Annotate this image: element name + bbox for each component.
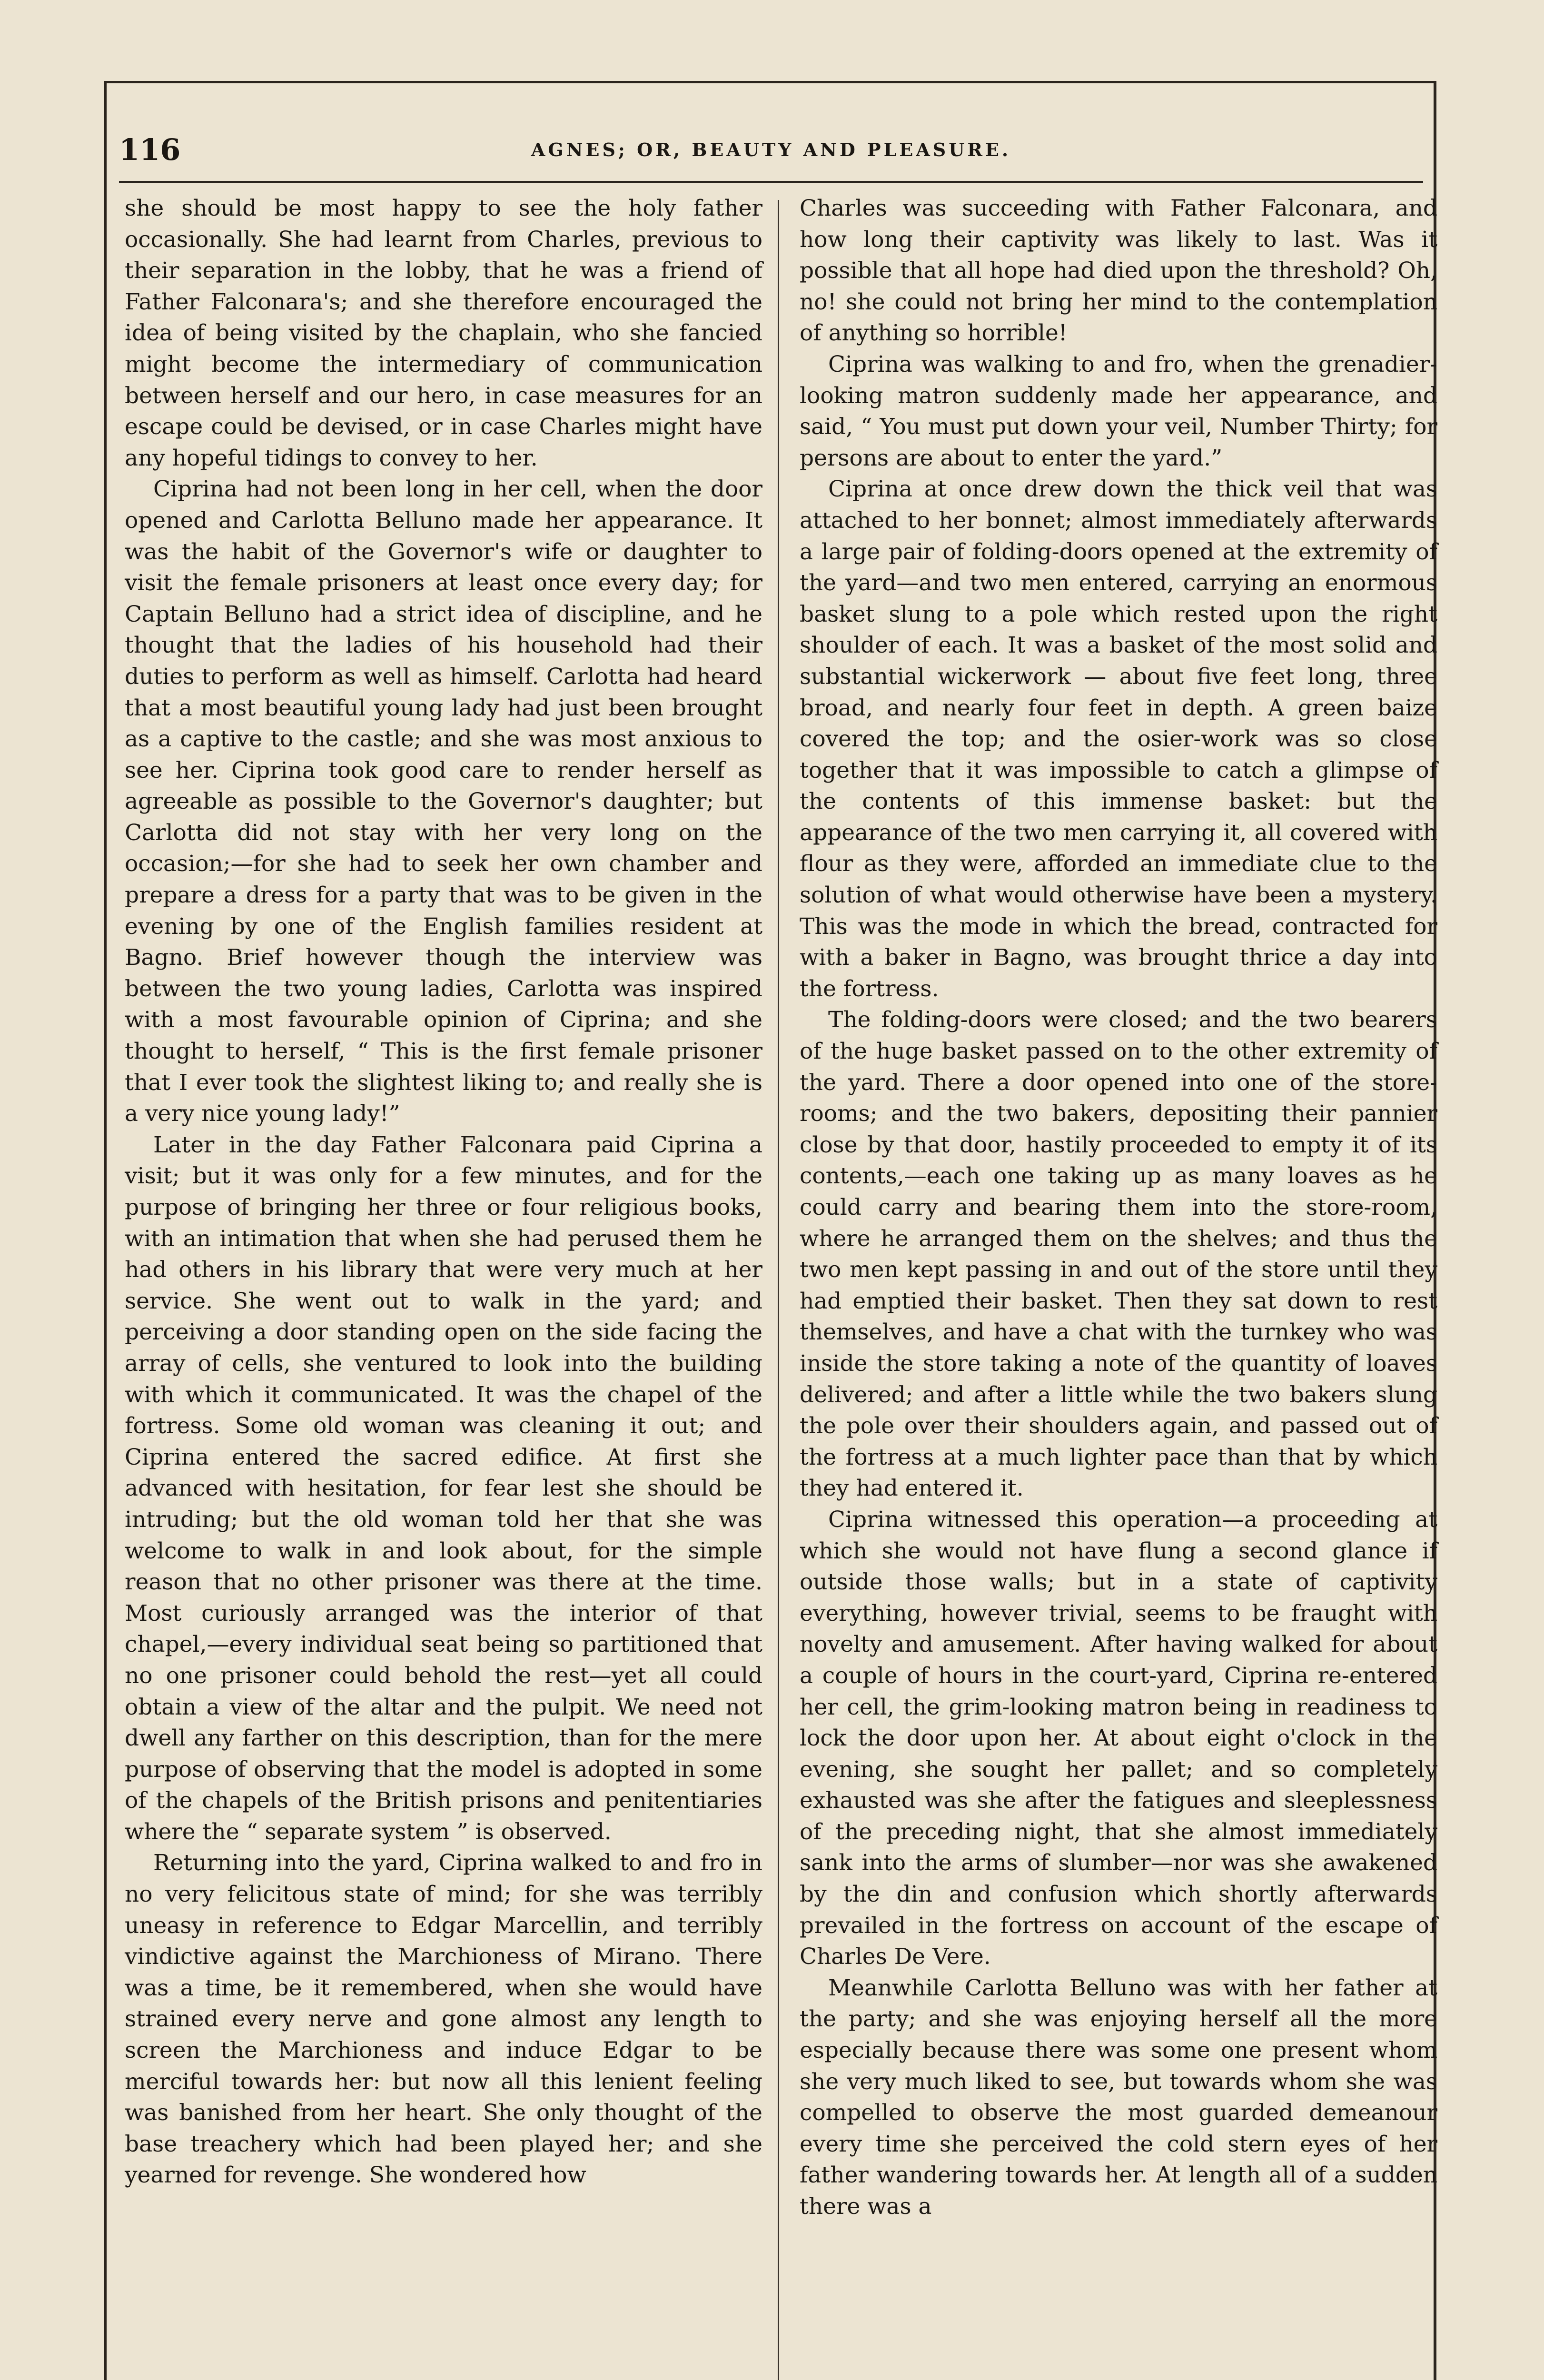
paragraph: Ciprina witnessed this operation—a proceeding at which she would not have flung a second glance if outside those walls; but in a state of captivity everything, however trivial, seems to be fraught with novelty and amusement. After having walked for about a couple of hours in the court-yard, Ciprina re-entered her cell, the grim-looking matron being in readiness to lock the door upon her. At about eight o'clock in the evening, she sought her pallet; and so completely exhausted was she after the fatigues and sleeplessness of the preceding night, that she almost immediately sank into the arms of slumber—nor was she awakened by the din and confusion which shortly afterwards prevailed in the fortress on account of the escape of Charles De Vere. (800, 1506, 1437, 1970)
right-text-column (800, 193, 1437, 2222)
running-title: AGNES; OR, BEAUTY AND PLEASURE. (531, 139, 1011, 160)
left-text-column (125, 193, 762, 2191)
paragraph: she should be most happy to see the holy father occasionally. She had learnt from Charles, previous to their separation in the lobby, that he was a friend of Father Falconara's; and she therefore encouraged the idea of being visited by the chaplain, who she fancied might become the intermediary of communication between herself and our hero, in case measures for an escape could be devised, or in case Charles might have any hopeful tidings to convey to her. (125, 195, 762, 471)
paragraph: Charles was succeeding with Father Falconara, and how long their captivity was likely to last. Was it possible that all hope had died upon the threshold? Oh, no! she could not bring her mind to the contemplation of anything so horrible! (800, 195, 1437, 347)
paragraph: The folding-doors were closed; and the two bearers of the huge basket passed on to the other extremity of the yard. There a door opened into one of the store-rooms; and the two bakers, depositing their pannier close by that door, hastily proceeded to empty it of its contents,—each one taking up as many loaves as he could carry and bearing them into the store-room, where he arranged them on the shelves; and thus the two men kept passing in and out of the store until they had emptied their basket. Then they sat down to rest themselves, and have a chat with the turnkey who was inside the store taking a note of the quantity of loaves delivered; and after a little while the two bakers slung the pole over their shoulders again, and passed out of the fortress at a much lighter pace than that by which they had entered it. (800, 1007, 1437, 1502)
running-head (119, 124, 1423, 176)
page-number: 116 (119, 132, 181, 167)
paragraph: Returning into the yard, Ciprina walked to and fro in no very felicitous state of mind; for she was terribly uneasy in reference to Edgar Marcellin, and terribly vindictive against the Marchioness of Mirano. There was a time, be it remembered, when she would have strained every nerve and gone almost any length to screen the Marchioness and induce Edgar to be merciful towards her: but now all this lenient feeling was banished from her heart. She only thought of the base treachery which had been played her; and she yearned for revenge. She wondered how (125, 1850, 762, 2189)
paragraph: Later in the day Father Falconara paid Ciprina a visit; but it was only for a few minutes, and for the purpose of bringing her three or four religious books, with an intimation that when she had perused them he had others in his library that were very much at her service. She went out to walk in the yard; and perceiving a door standing open on the side facing the array of cells, she ventured to look into the building with which it communicated. It was the chapel of the fortress. Some old woman was cleaning it out; and Ciprina entered the sacred edifice. At first she advanced with hesitation, for fear lest she should be intruding; but the old woman told her that she was welcome to walk in and look about, for the simple reason that no other prisoner was there at the time. Most curiously arranged was the interior of that chapel,—every individual seat being so partitioned that no one prisoner could behold the rest—yet all could obtain a view of the altar and the pulpit. We need not dwell any farther on this description, than for the mere purpose of observing that the model is adopted in some of the chapels of the British prisons and penitentiaries where the “ separate system ” is observed. (125, 1131, 762, 1845)
paragraph: Ciprina was walking to and fro, when the grenadier-looking matron suddenly made her appearance, and said, “ You must put down your veil, Number Thirty; for persons are about to enter the yard.” (800, 351, 1437, 471)
paragraph: Ciprina at once drew down the thick veil that was attached to her bonnet; almost immediately afterwards a large pair of folding-doors opened at the extremity of the yard—and two men entered, carrying an enormous basket slung to a pole which rested upon the right shoulder of each. It was a basket of the most solid and substantial wickerwork — about five feet long, three broad, and nearly four feet in depth. A green baize covered the top; and the osier-work was so close together that it was impossible to catch a glimpse of the contents of this immense basket: but the appearance of the two men carrying it, all covered with flour as they were, afforded an immediate clue to the solution of what would otherwise have been a mystery. This was the mode in which the bread, contracted for with a baker in Bagno, was brought thrice a day into the fortress. (800, 476, 1437, 1002)
paragraph: Ciprina had not been long in her cell, when the door opened and Carlotta Belluno made her appearance. It was the habit of the Governor's wife or daughter to visit the female prisoners at least once every day; for Captain Belluno had a strict idea of discipline, and he thought that the ladies of his household had their duties to perform as well as himself. Carlotta had heard that a most beautiful young lady had just been brought as a captive to the castle; and she was most anxious to see her. Ciprina took good care to render herself as agreeable as possible to the Governor's daughter; but Carlotta did not stay with her very long on the occasion;—for she had to seek her own chamber and prepare a dress for a party that was to be given in the evening by one of the English families resident at Bagno. Brief however though the interview was between the two young ladies, Carlotta was inspired with a most favourable opinion of Ciprina; and she thought to herself, “ This is the first female prisoner that I ever took the slightest liking to; and really she is a very nice young lady!” (125, 476, 762, 1127)
column-divider (778, 200, 779, 2380)
paragraph: Meanwhile Carlotta Belluno was with her father at the party; and she was enjoying herself all the more especially because there was some one present whom she very much liked to see, but towards whom she was compelled to observe the most guarded demeanour every time she perceived the cold stern eyes of her father wandering towards her. At length all of a sudden there was a (800, 1974, 1437, 2220)
header-rule (119, 181, 1423, 183)
